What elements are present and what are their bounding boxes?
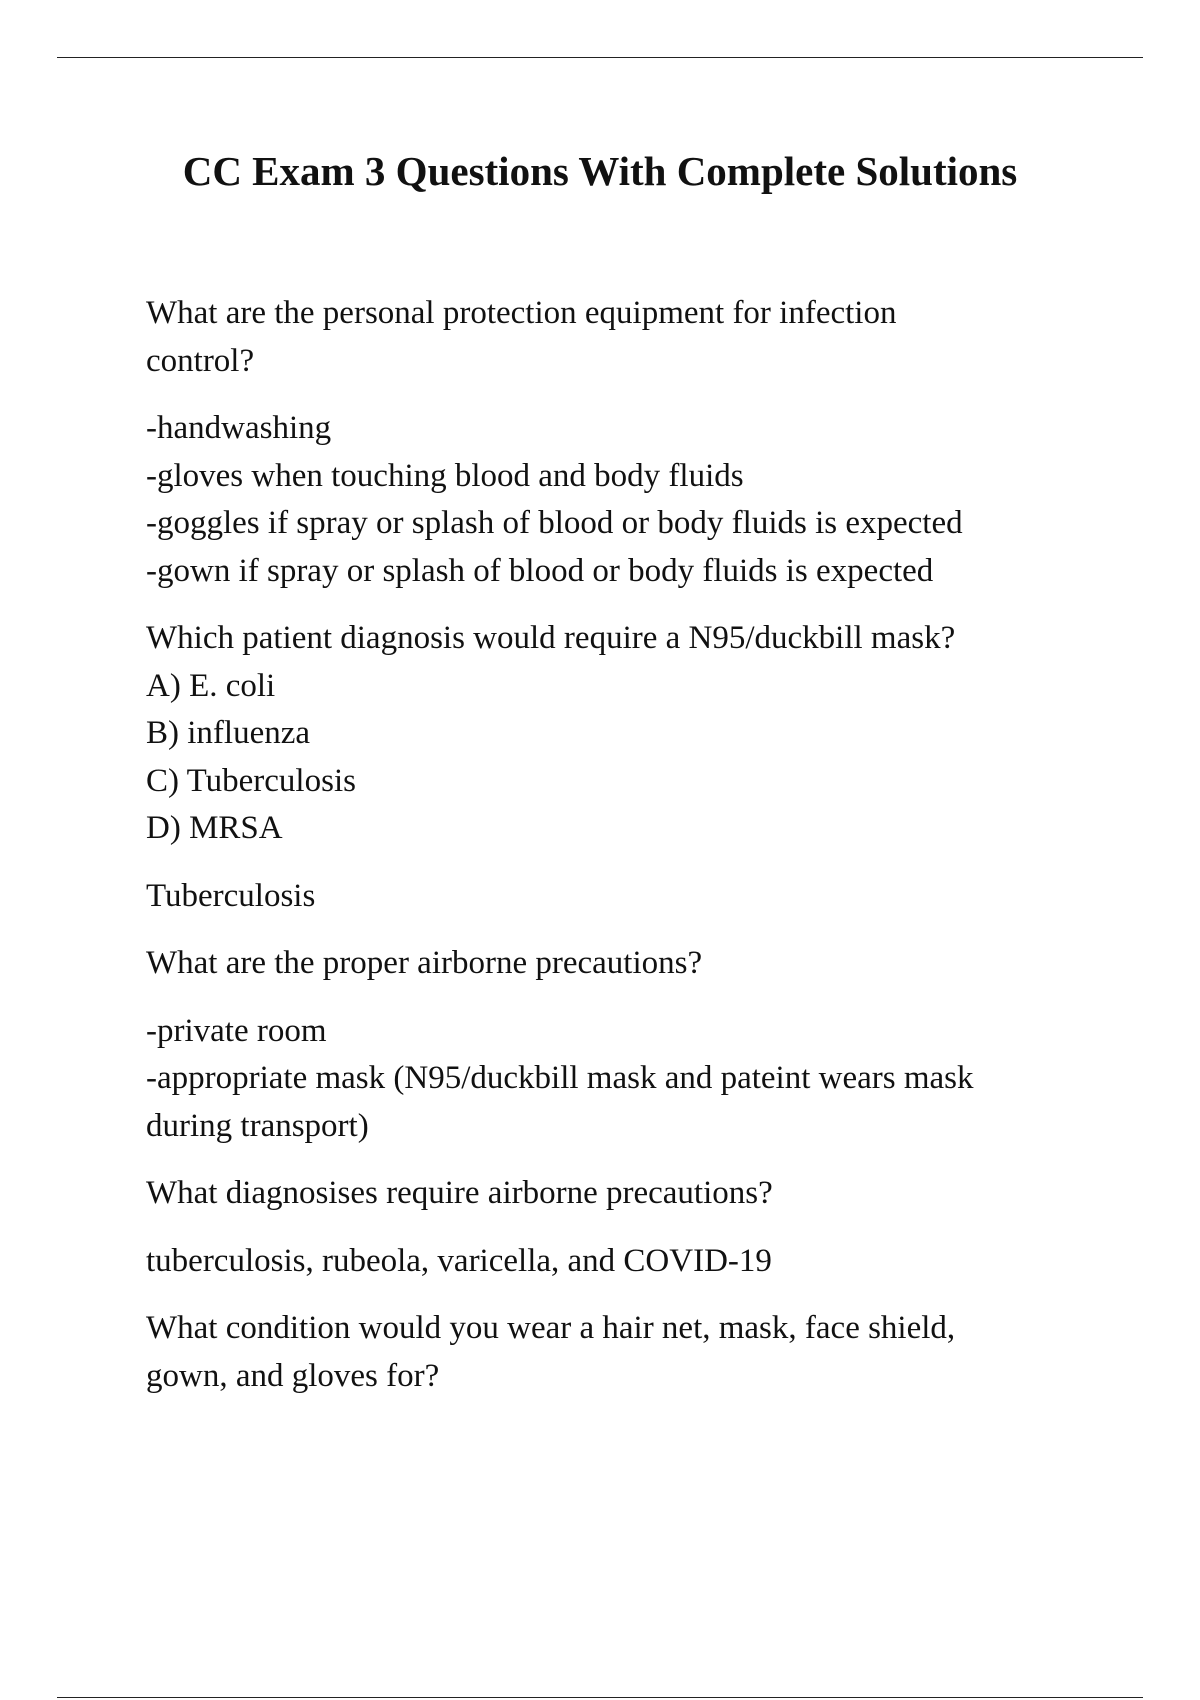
question-line: Which patient diagnosis would require a N95/duckbill mask?: [146, 620, 956, 656]
bottom-rule: [57, 1697, 1143, 1698]
option-c: C) Tuberculosis: [146, 762, 356, 799]
answer-line: -private room: [146, 1012, 327, 1049]
question-5: [146, 1305, 1086, 1400]
question-3: [146, 940, 1086, 988]
option-b: B) influenza: [146, 715, 311, 751]
answer-line: -goggles if spray or splash of blood or body fluids is expected: [146, 505, 963, 541]
answer-line: during transport): [146, 1107, 369, 1144]
document-title: CC Exam 3 Questions With Complete Solutions: [182, 148, 1018, 194]
top-rule: [57, 57, 1143, 58]
answer-1: [146, 405, 1086, 595]
qa-content: [146, 290, 1086, 1420]
question-line: What are the personal protection equipment for infection: [146, 295, 897, 331]
answer-line: -handwashing: [146, 410, 332, 446]
answer-line: -gown if spray or splash of blood or body fluids is expected: [146, 552, 934, 589]
question-line: What are the proper airborne precautions?: [146, 945, 703, 981]
question-4: [146, 1170, 1086, 1218]
answer-4: [146, 1238, 1086, 1286]
option-d: D) MRSA: [146, 810, 283, 846]
option-a: A) E. coli: [146, 667, 276, 704]
question-line: control?: [146, 342, 255, 379]
question-line: gown, and gloves for?: [146, 1357, 440, 1394]
answer-2: [146, 873, 1086, 921]
answer-line: -appropriate mask (N95/duckbill mask and pateint wears mask: [146, 1060, 974, 1096]
question-line: What diagnosises require airborne precautions?: [146, 1175, 773, 1211]
answer-line: tuberculosis, rubeola, varicella, and COVID-19: [146, 1242, 772, 1279]
answer-line: Tuberculosis: [146, 877, 316, 914]
question-line: What condition would you wear a hair net, mask, face shield,: [146, 1310, 956, 1346]
question-1: [146, 290, 1086, 385]
answer-line: -gloves when touching blood and body fluids: [146, 457, 744, 494]
question-2: [146, 615, 1086, 853]
answer-3: [146, 1008, 1086, 1151]
